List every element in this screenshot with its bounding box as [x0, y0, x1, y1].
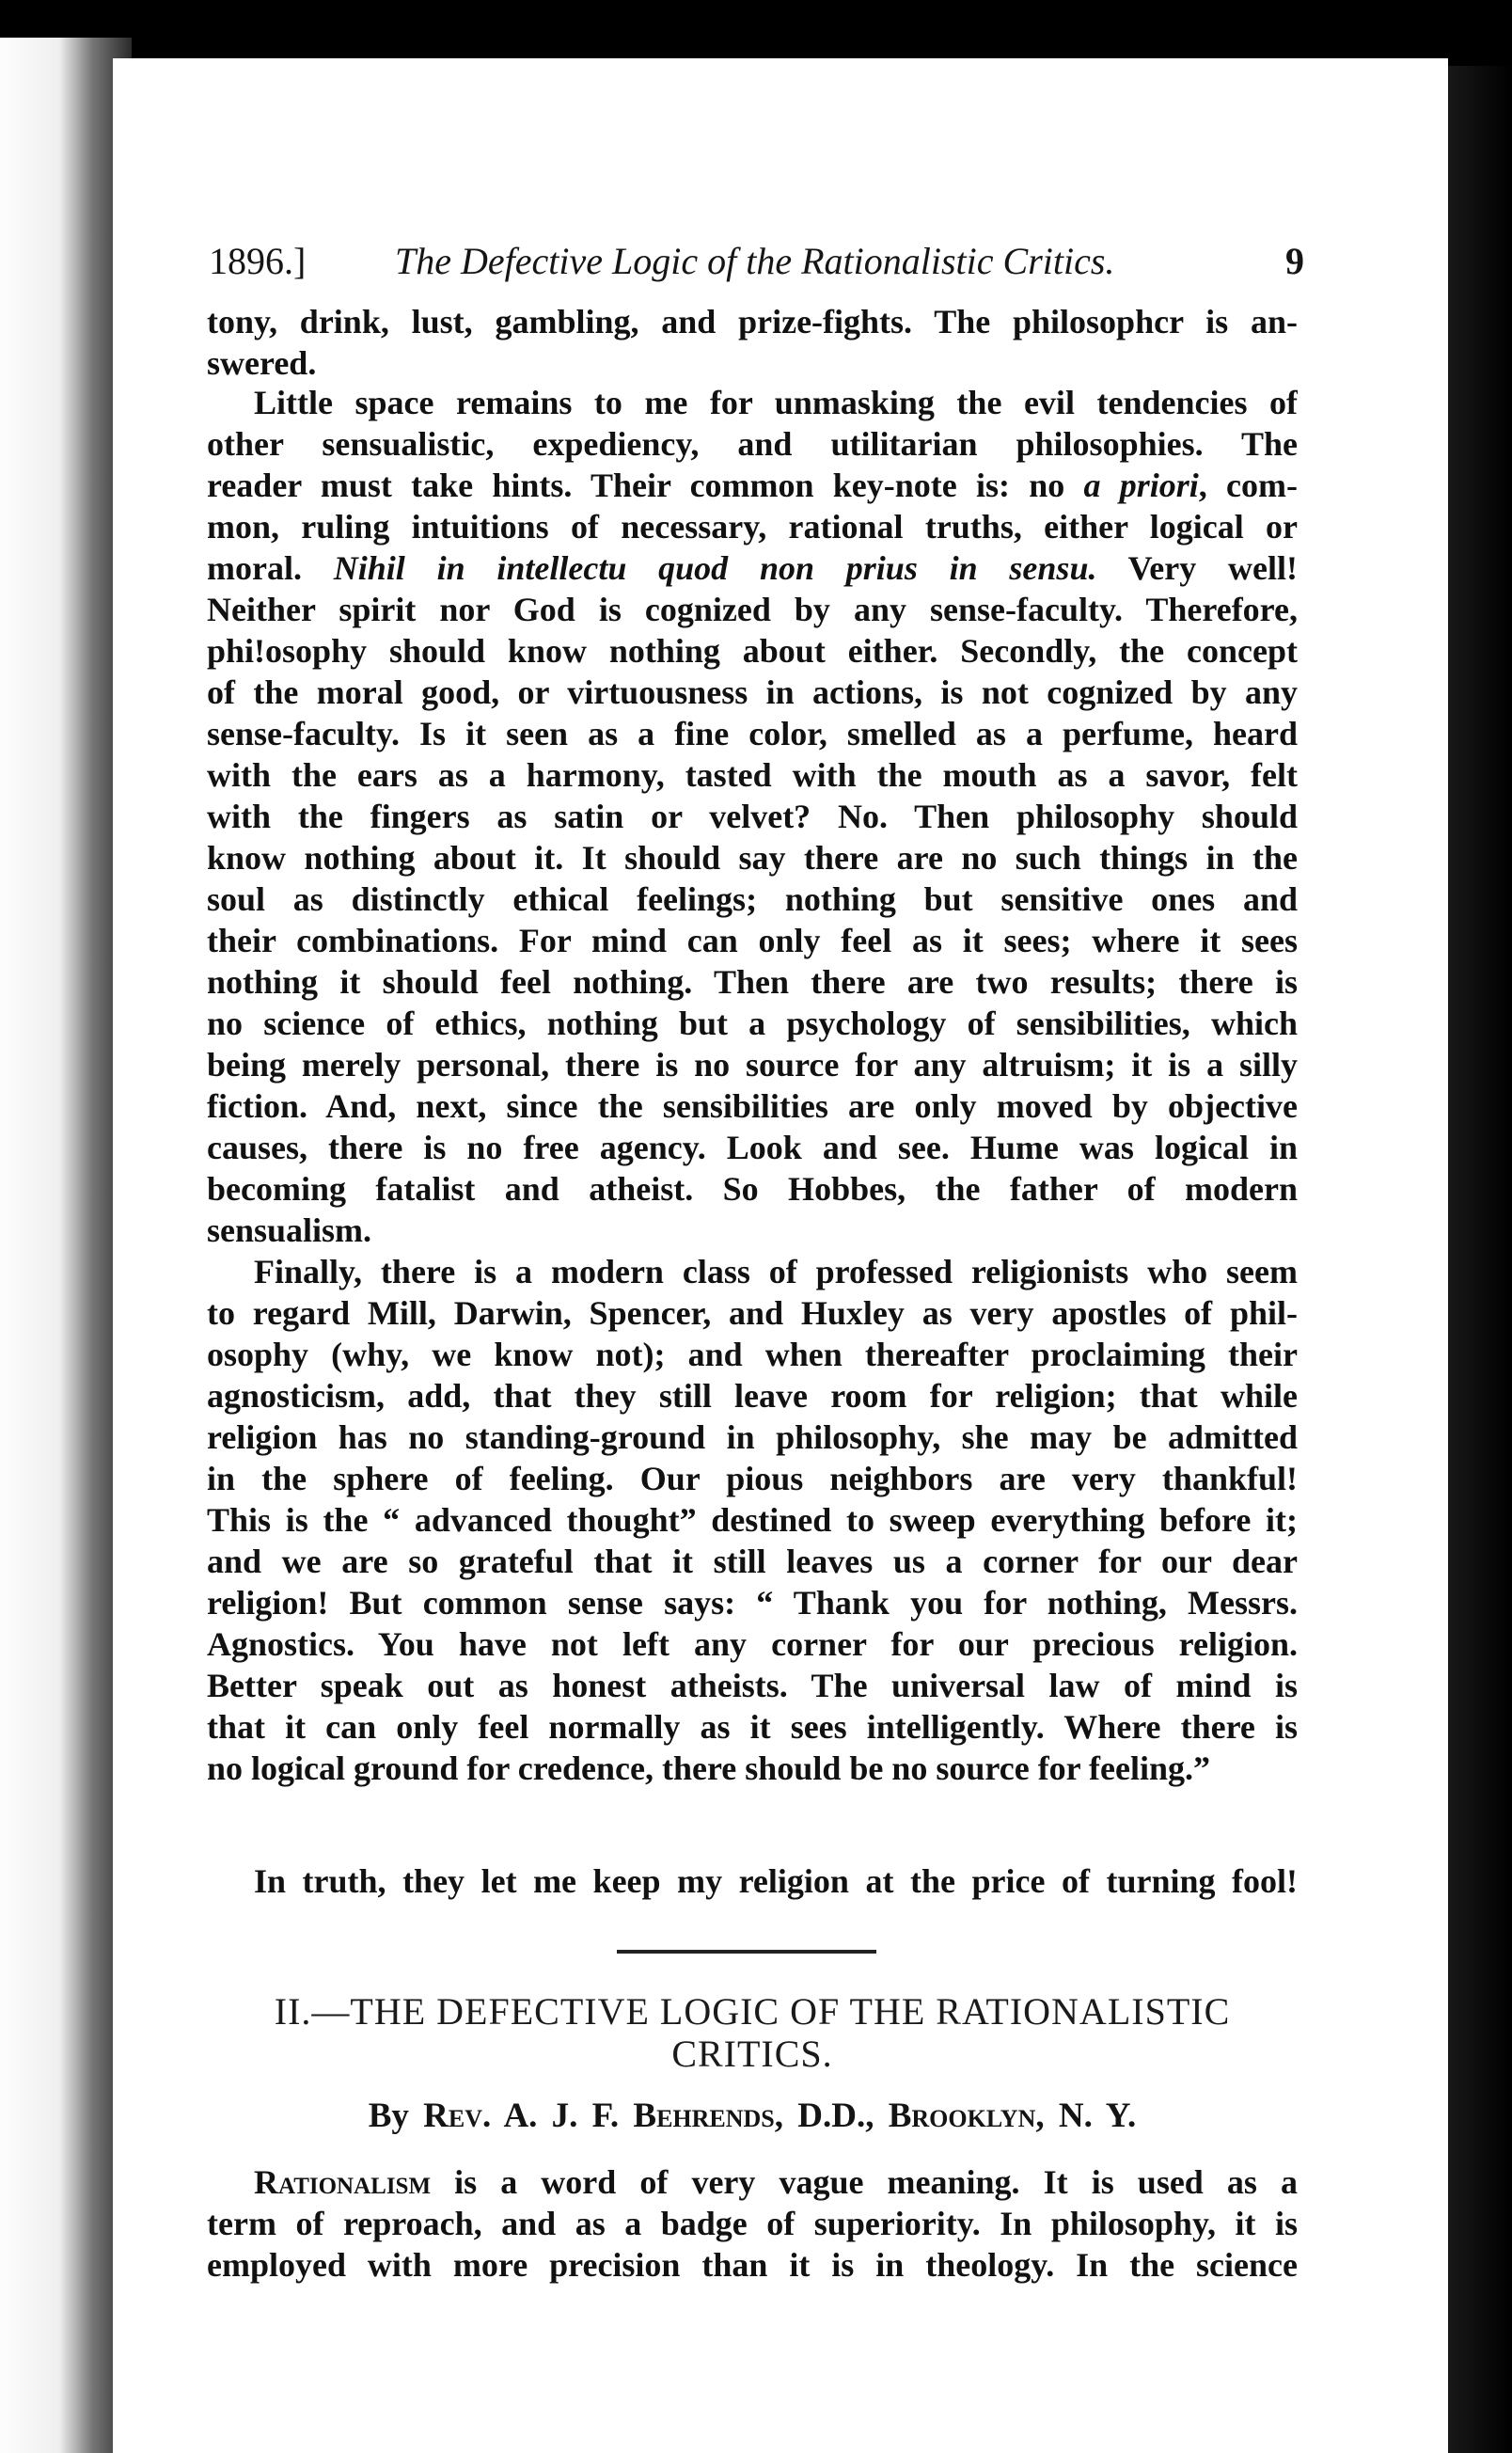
scan-right-border: [1443, 66, 1512, 2453]
text-line: causes, there is no free agency. Look and see. Hume was logical in: [207, 1129, 1298, 1166]
section-title: II.—THE DEFECTIVE LOGIC OF THE RATIONALISTIC: [274, 1990, 1231, 2033]
byline-city: Brooklyn: [888, 2097, 1036, 2135]
text-line: with the ears as a harmony, tasted with the mouth as a savor, felt: [207, 756, 1298, 794]
page-number: 9: [1285, 240, 1304, 282]
text-line: [207, 465, 1298, 506]
byline-surname: Behrends: [633, 2097, 775, 2135]
text-line: tony, drink, lust, gambling, and prize-fights. The philosophcr is an-: [207, 303, 1298, 340]
byline-state: , N. Y.: [1035, 2097, 1137, 2135]
text-line: other sensualistic, expediency, and utilitarian philosophies. The: [207, 425, 1298, 463]
text-line: nothing it should feel nothing. Then there are two results; there is: [207, 963, 1298, 1001]
text-line: Neither spirit nor God is cognized by any sense-faculty. Therefore,: [207, 591, 1298, 628]
text-line: swered.: [207, 344, 317, 382]
text-line: no science of ethics, nothing but a psychology of sensibilities, which: [207, 1005, 1298, 1042]
author-byline: [188, 2096, 1316, 2136]
scan-top-border: [0, 0, 1512, 56]
byline-title: Rev.: [423, 2097, 492, 2135]
text-line: Little space remains to me for unmasking the evil tendencies of: [254, 384, 1298, 421]
text-line: Finally, there is a modern class of professed religionists who seem: [254, 1253, 1298, 1290]
text-line: mon, ruling intuitions of necessary, rational truths, either logical or: [207, 508, 1298, 546]
text-line: religion has no standing-ground in philosophy, she may be admitted: [207, 1418, 1298, 1456]
running-head-year: 1896.]: [209, 240, 307, 282]
text-line: Better speak out as honest atheists. The universal law of mind is: [207, 1667, 1298, 1704]
text-line: [207, 547, 1298, 589]
section-title-continued: CRITICS.: [671, 2033, 833, 2075]
text-line: becoming fatalist and atheist. So Hobbes, the father of modern: [207, 1170, 1298, 1208]
text-span: , com-: [1198, 467, 1298, 504]
text-line: their combinations. For mind can only feel as it sees; where it sees: [207, 922, 1298, 959]
text-line: that it can only feel normally as it sees intelligently. Where there is: [207, 1708, 1298, 1746]
text-line: osophy (why, we know not); and when thereafter proclaiming their: [207, 1336, 1298, 1373]
text-line: sense-faculty. Is it seen as a fine color, smelled as a perfume, heard: [207, 715, 1298, 752]
text-line: to regard Mill, Darwin, Spencer, and Huxley as very apostles of phil-: [207, 1294, 1298, 1332]
text-line: know nothing about it. It should say there are no such things in the: [207, 839, 1298, 877]
text-line: term of reproach, and as a badge of superiority. In philosophy, it is: [207, 2205, 1298, 2242]
text-line: of the moral good, or virtuousness in actions, is not cognized by any: [207, 673, 1298, 711]
text-span: Very well!: [1096, 549, 1298, 587]
running-head-title: The Defective Logic of the Rationalistic Critics.: [395, 240, 1115, 282]
byline-degree: , D.D.,: [774, 2097, 889, 2135]
text-span: is a word of very vague meaning. It is used as a: [431, 2163, 1298, 2201]
text-line: being merely personal, there is no source for any altruism; it is a silly: [207, 1046, 1298, 1084]
text-line: religion! But common sense says: “ Thank you for nothing, Messrs.: [207, 1584, 1298, 1622]
lead-word: Rationalism: [254, 2163, 432, 2201]
text-line: no logical ground for credence, there should be no source for feeling.”: [207, 1749, 1210, 1787]
text-line: in the sphere of feeling. Our pious neighbors are very thankful!: [207, 1460, 1298, 1497]
text-line: Agnostics. You have not left any corner for our precious religion.: [207, 1625, 1298, 1663]
text-span: reader must take hints. Their common key-note is: no: [207, 467, 1084, 504]
section-divider: [617, 1950, 876, 1954]
byline-initials: A. J. F.: [491, 2097, 634, 2135]
adjacent-page-edges: [0, 38, 132, 2453]
text-line: phi!osophy should know nothing about either. Secondly, the concept: [207, 632, 1298, 670]
text-line: employed with more precision than it is in theology. In the science: [207, 2246, 1298, 2284]
text-line: sensualism.: [207, 1211, 372, 1249]
byline-by: By: [368, 2097, 424, 2135]
text-line: and we are so grateful that it still leaves us a corner for our dear: [207, 1543, 1298, 1580]
text-line: [254, 2161, 1298, 2203]
text-span: moral.: [207, 549, 334, 587]
latin-quotation: Nihil in intellectu quod non prius in sensu.: [333, 549, 1097, 587]
text-line: This is the “ advanced thought” destined to sweep everything before it;: [207, 1501, 1298, 1539]
text-line: soul as distinctly ethical feelings; nothing but sensitive ones and: [207, 880, 1298, 918]
text-line: fiction. And, next, since the sensibilities are only moved by objective: [207, 1087, 1298, 1125]
italic-phrase: a priori: [1083, 467, 1199, 504]
text-line: agnosticism, add, that they still leave room for religion; that while: [207, 1377, 1298, 1415]
text-line: with the fingers as satin or velvet? No. Then philosophy should: [207, 798, 1298, 835]
running-head: [209, 231, 1304, 290]
text-line: In truth, they let me keep my religion at the price of turning fool!: [254, 1862, 1298, 1900]
